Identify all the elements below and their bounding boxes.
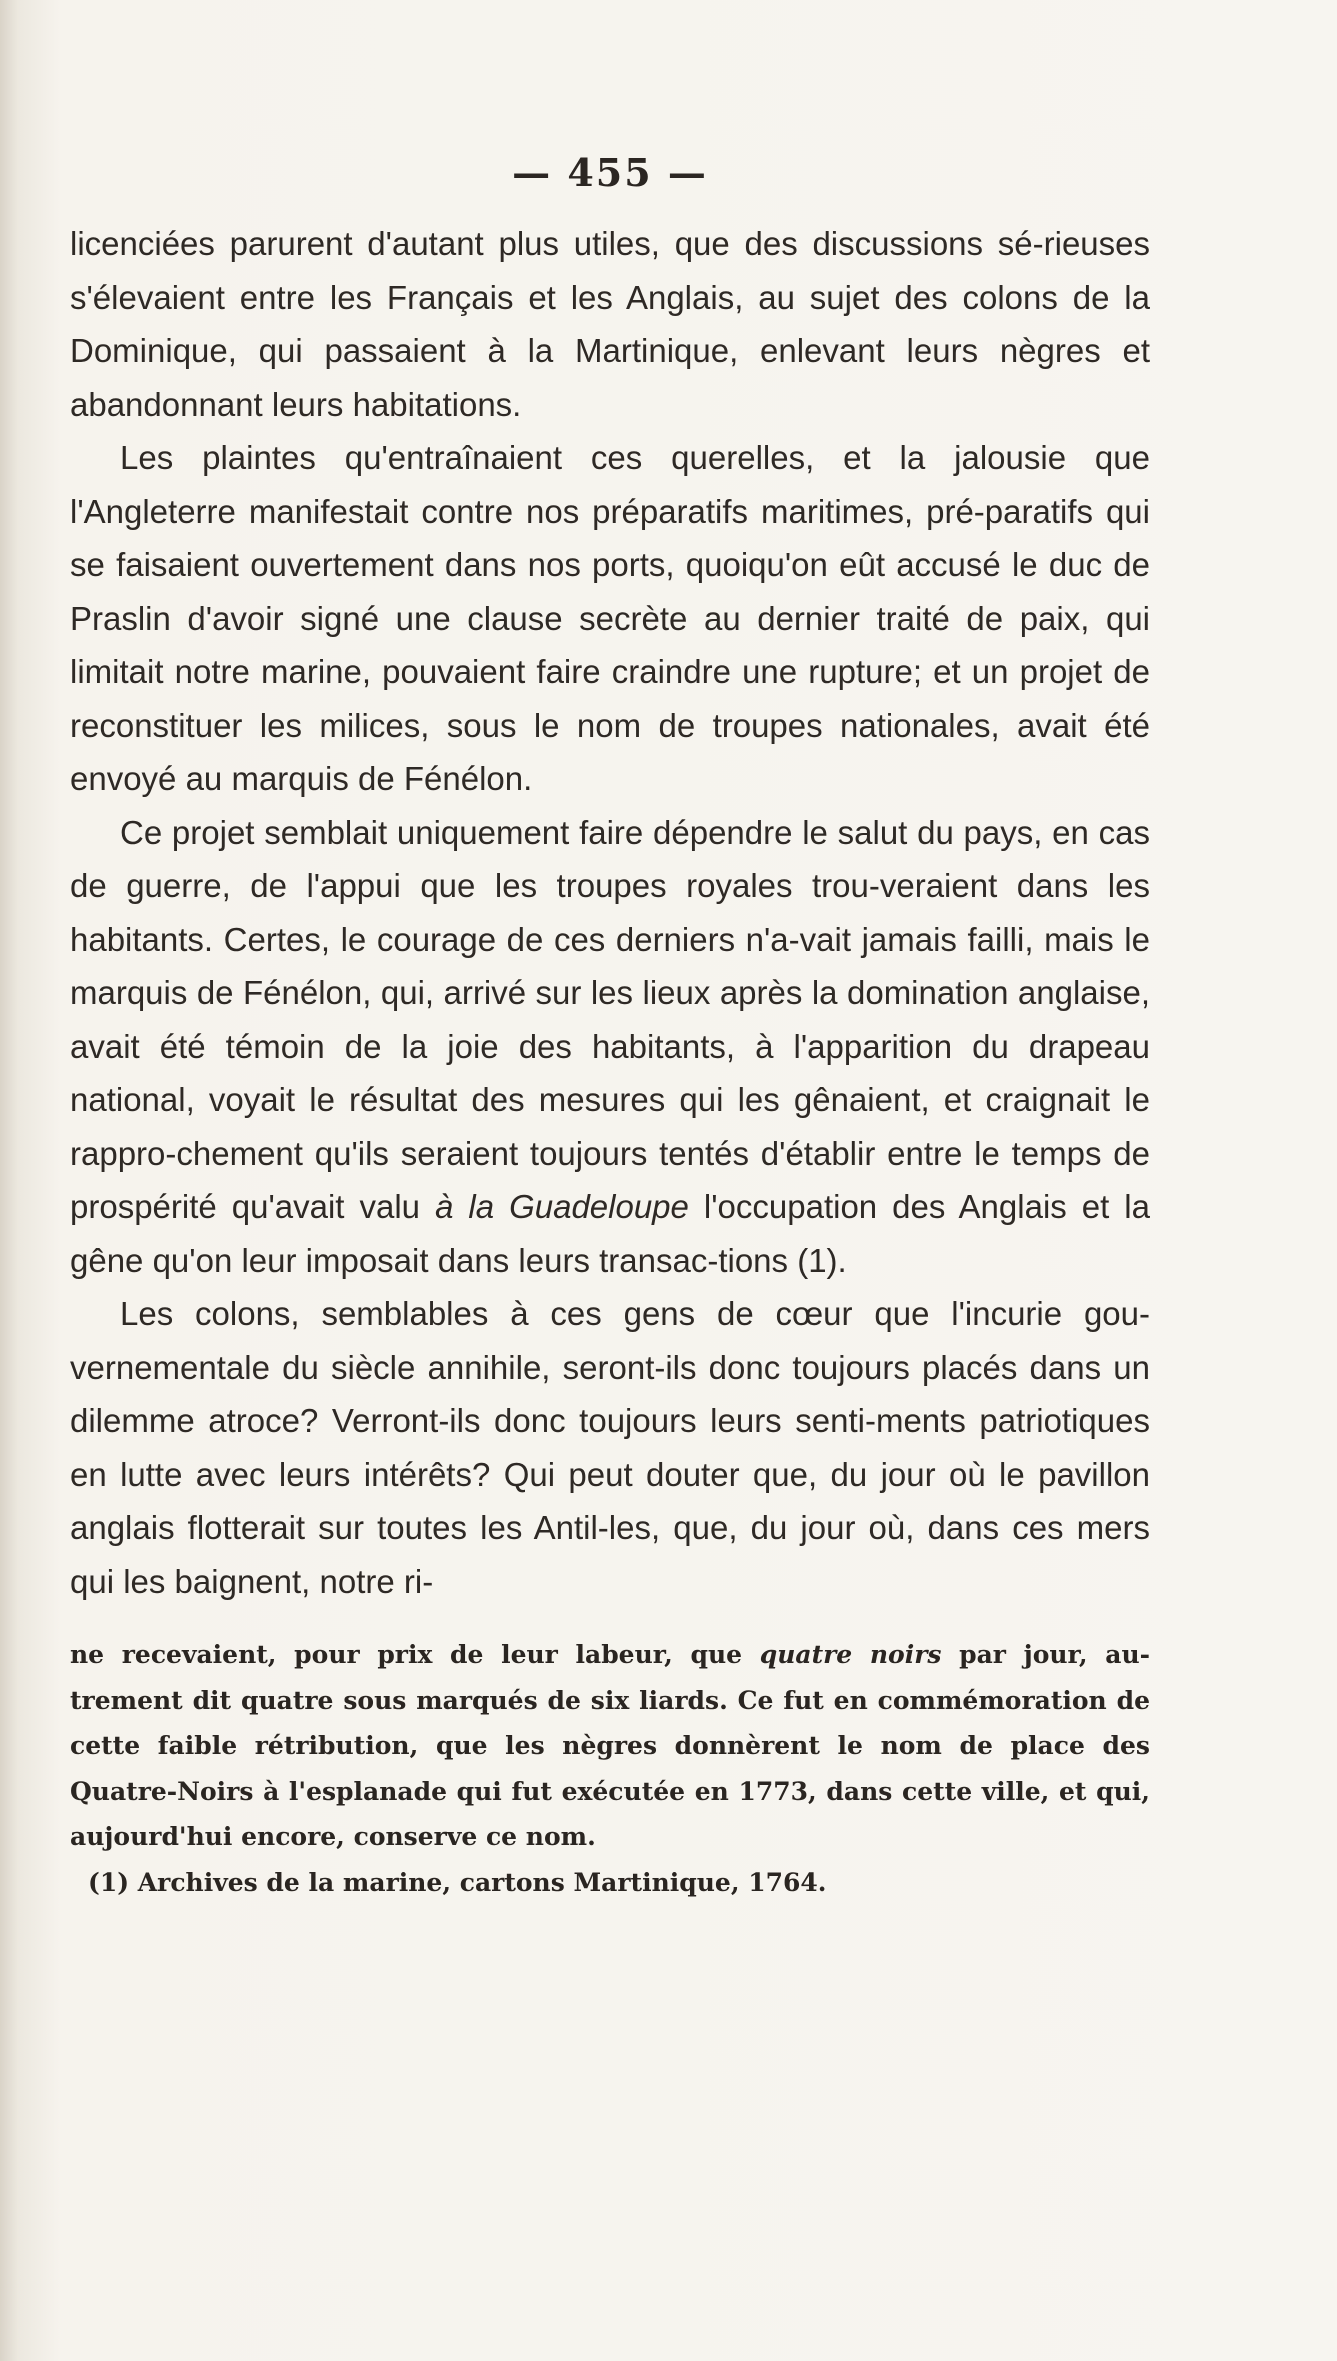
- paragraph-1: licenciées parurent d'autant plus utiles, que des discussions sé-rieuses s'élevaient entre les Français et les Anglais, au sujet des colons de la Dominique, qui passaient à la Martinique, enlevant leurs nègres et abandonnant leurs habitations.: [70, 225, 1150, 423]
- footnote-1: (1) Archives de la marine, cartons Martinique, 1764.: [88, 1867, 827, 1897]
- body-text: [70, 217, 1150, 1608]
- footnote-continuation-text-b: par jour, au-trement dit quatre sous marqués de six liards. Ce fut en commémoration de cette faible rétribution, que les nègres donnèrent le nom de place des Quatre-Noirs à l'esplanade qui fut exécutée en 1773, dans cette ville, et qui, aujourd'hui encore, conserve ce nom.: [70, 1640, 1151, 1851]
- page-number: — 455 —: [512, 150, 708, 195]
- footnote-continuation-text-a: ne recevaient, pour prix de leur labeur, que: [70, 1640, 760, 1669]
- paragraph-3: [70, 806, 1150, 1288]
- page-content: [70, 150, 1150, 1905]
- paragraph-4: Les colons, semblables à ces gens de cœur que l'incurie gou-vernementale du siècle annihile, seront-ils donc toujours placés dans un dilemme atroce? Verront-ils donc toujours leurs senti-ments patriotiques en lutte avec leurs intérêts? Qui peut douter que, du jour où le pavillon anglais flotterait sur toutes les Antil-les, que, du jour où, dans ces mers qui les baignent, notre ri-: [70, 1295, 1150, 1600]
- footnotes: [70, 1632, 1150, 1905]
- paragraph-3-text-b: l'occupation des Anglais et la gêne qu'on leur imposait dans leurs transac-tions (1).: [70, 1188, 1150, 1279]
- paragraph-3-text-a: Ce projet semblait uniquement faire dépendre le salut du pays, en cas de guerre, de l'appui que les troupes royales trou-veraient dans les habitants. Certes, le courage de ces derniers n'a-vait jamais failli, mais le marquis de Fénélon, qui, arrivé sur les lieux après la domination anglaise, avait été témoin de la joie des habitants, à l'apparition du drapeau national, voyait le résultat des mesures qui les gênaient, et craignait le rappro-chement qu'ils seraient toujours tentés d'établir entre le temps de prospérité qu'avait valu: [70, 813, 1150, 1225]
- paragraph-3-italic: à la Guadeloupe: [435, 1188, 689, 1225]
- footnote-continuation: [70, 1632, 1150, 1860]
- footnote-continuation-italic: quatre noirs: [759, 1640, 942, 1669]
- paragraph-2: Les plaintes qu'entraînaient ces querelles, et la jalousie que l'Angleterre manifestait contre nos préparatifs maritimes, pré-paratifs qui se faisaient ouvertement dans nos ports, quoiqu'on eût accusé le duc de Praslin d'avoir signé une clause secrète au dernier traité de paix, qui limitait notre marine, pouvaient faire craindre une rupture; et un projet de reconstituer les milices, sous le nom de troupes nationales, avait été envoyé au marquis de Fénélon.: [70, 439, 1150, 797]
